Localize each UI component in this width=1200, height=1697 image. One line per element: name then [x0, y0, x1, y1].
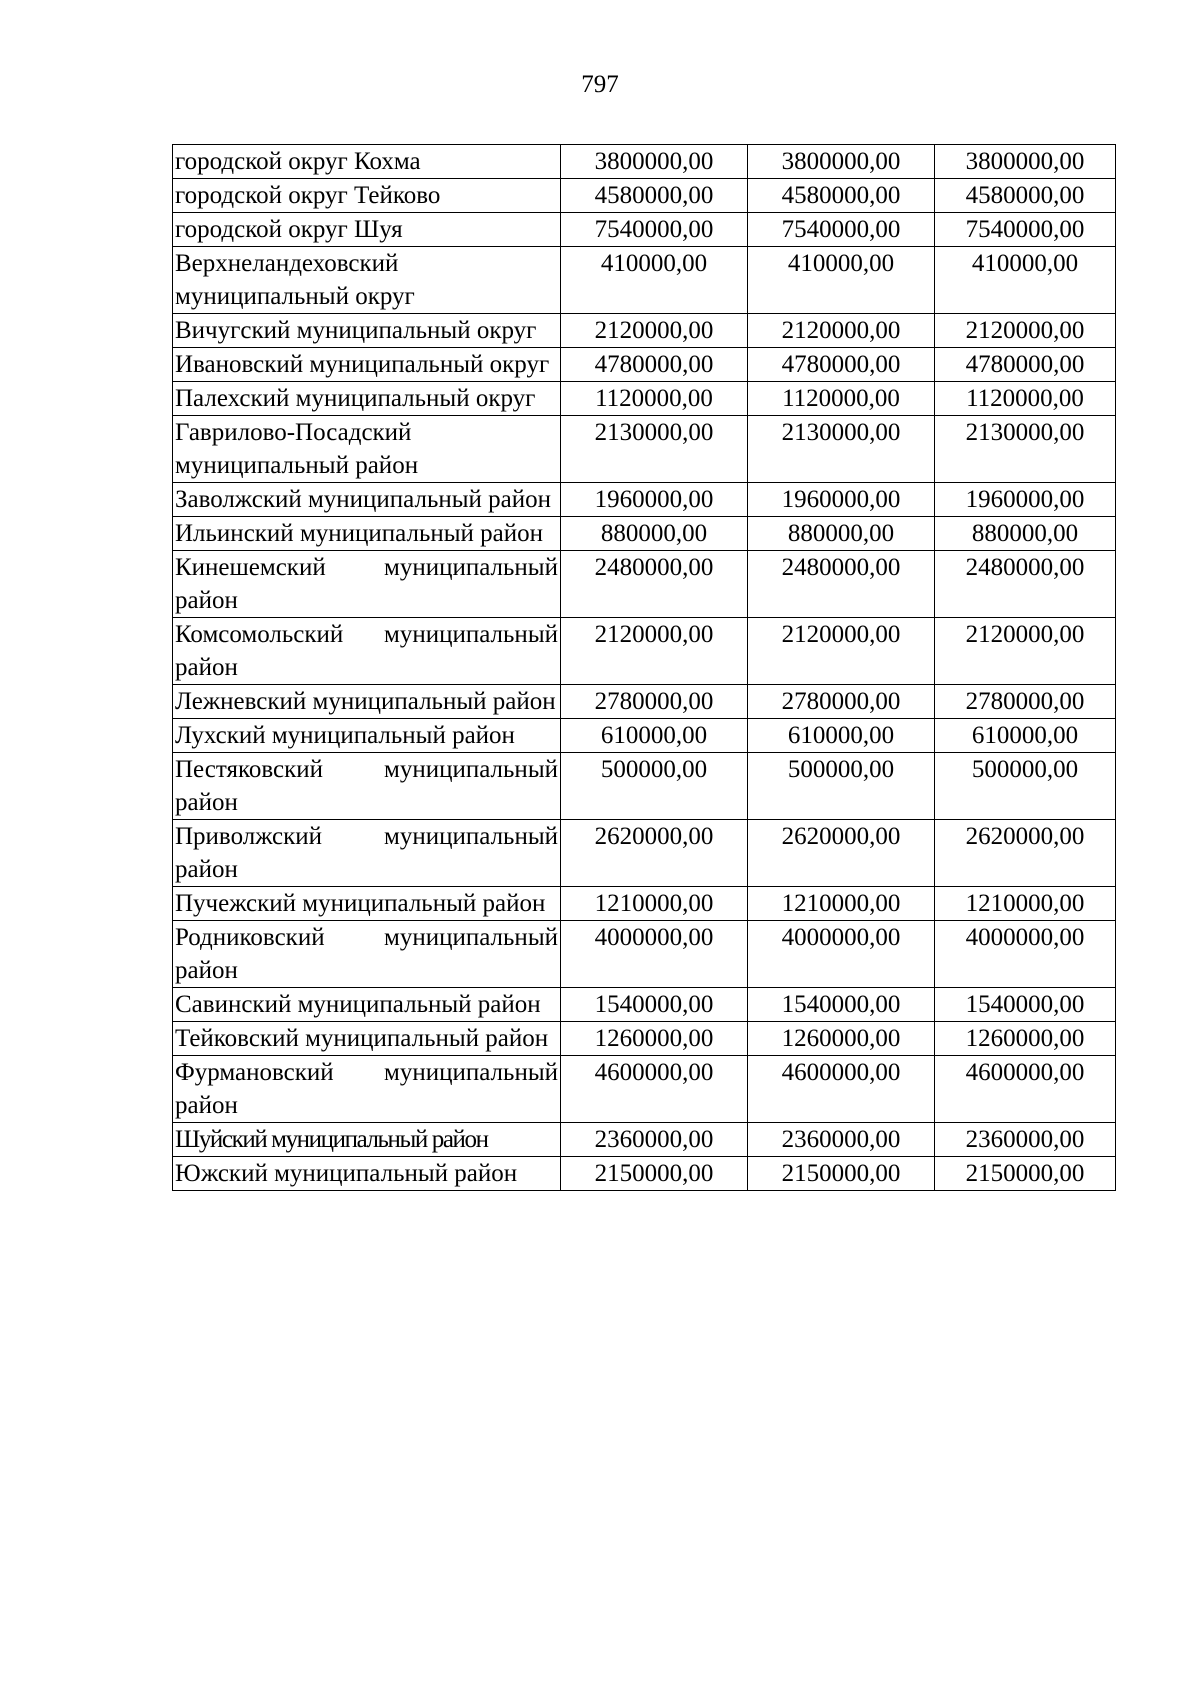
value-cell: 500000,00	[748, 753, 935, 820]
value-cell: 4780000,00	[935, 348, 1116, 382]
value-cell: 2150000,00	[935, 1157, 1116, 1191]
value-cell: 2480000,00	[935, 551, 1116, 618]
value-cell: 2360000,00	[935, 1123, 1116, 1157]
value-cell: 1210000,00	[935, 887, 1116, 921]
municipality-name: Тейковский муниципальный район	[173, 1022, 561, 1056]
table-row	[173, 179, 1116, 213]
value-cell: 2150000,00	[561, 1157, 748, 1191]
value-cell: 2150000,00	[748, 1157, 935, 1191]
value-cell: 7540000,00	[748, 213, 935, 247]
value-cell: 7540000,00	[561, 213, 748, 247]
value-cell: 4780000,00	[561, 348, 748, 382]
value-cell: 4580000,00	[935, 179, 1116, 213]
value-cell: 4580000,00	[561, 179, 748, 213]
value-cell: 1540000,00	[561, 988, 748, 1022]
table-row	[173, 1123, 1116, 1157]
value-cell: 1120000,00	[935, 382, 1116, 416]
value-cell: 1210000,00	[561, 887, 748, 921]
value-cell: 610000,00	[748, 719, 935, 753]
municipality-name: Верхнеландеховский муниципальный округ	[173, 247, 561, 314]
table-row	[173, 517, 1116, 551]
municipality-name: Южский муниципальный район	[173, 1157, 561, 1191]
value-cell: 2130000,00	[561, 416, 748, 483]
value-cell: 1540000,00	[935, 988, 1116, 1022]
value-cell: 2120000,00	[935, 618, 1116, 685]
value-cell: 2780000,00	[561, 685, 748, 719]
table-row	[173, 348, 1116, 382]
value-cell: 2480000,00	[748, 551, 935, 618]
value-cell: 1260000,00	[935, 1022, 1116, 1056]
value-cell: 1120000,00	[748, 382, 935, 416]
value-cell: 1960000,00	[561, 483, 748, 517]
value-cell: 410000,00	[561, 247, 748, 314]
municipality-name: Лежневский муниципальный район	[173, 685, 561, 719]
value-cell: 2360000,00	[748, 1123, 935, 1157]
value-cell: 610000,00	[561, 719, 748, 753]
budget-table	[172, 144, 1116, 1191]
municipality-name: городской округ Шуя	[173, 213, 561, 247]
value-cell: 880000,00	[748, 517, 935, 551]
value-cell: 410000,00	[748, 247, 935, 314]
table-row	[173, 247, 1116, 314]
value-cell: 2480000,00	[561, 551, 748, 618]
value-cell: 500000,00	[935, 753, 1116, 820]
table-row	[173, 314, 1116, 348]
value-cell: 1260000,00	[748, 1022, 935, 1056]
table-row	[173, 887, 1116, 921]
table-row	[173, 1056, 1116, 1123]
value-cell: 2360000,00	[561, 1123, 748, 1157]
municipality-name: Пестяковский муниципальный район	[173, 753, 561, 820]
value-cell: 2120000,00	[561, 314, 748, 348]
value-cell: 410000,00	[935, 247, 1116, 314]
table-row	[173, 145, 1116, 179]
value-cell: 2780000,00	[748, 685, 935, 719]
value-cell: 1260000,00	[561, 1022, 748, 1056]
value-cell: 2120000,00	[748, 314, 935, 348]
municipality-name: Фурмановский муниципальный район	[173, 1056, 561, 1123]
value-cell: 1120000,00	[561, 382, 748, 416]
value-cell: 2130000,00	[935, 416, 1116, 483]
value-cell: 4600000,00	[935, 1056, 1116, 1123]
value-cell: 2120000,00	[561, 618, 748, 685]
municipality-name: Комсомольский муниципальный район	[173, 618, 561, 685]
municipality-name: Гаврилово-Посадский муниципальный район	[173, 416, 561, 483]
value-cell: 4000000,00	[561, 921, 748, 988]
municipality-name: Вичугский муниципальный округ	[173, 314, 561, 348]
table-row	[173, 685, 1116, 719]
table-row	[173, 382, 1116, 416]
value-cell: 3800000,00	[561, 145, 748, 179]
value-cell: 2130000,00	[748, 416, 935, 483]
value-cell: 2620000,00	[561, 820, 748, 887]
municipality-name: городской округ Тейково	[173, 179, 561, 213]
municipality-name: Ильинский муниципальный район	[173, 517, 561, 551]
table-row	[173, 753, 1116, 820]
table-row	[173, 1022, 1116, 1056]
table-row	[173, 618, 1116, 685]
table-row	[173, 921, 1116, 988]
municipality-name: Родниковский муниципальный район	[173, 921, 561, 988]
municipality-name: Лухский муниципальный район	[173, 719, 561, 753]
value-cell: 4600000,00	[748, 1056, 935, 1123]
value-cell: 4000000,00	[935, 921, 1116, 988]
table-row	[173, 416, 1116, 483]
value-cell: 4580000,00	[748, 179, 935, 213]
table-row	[173, 1157, 1116, 1191]
value-cell: 4000000,00	[748, 921, 935, 988]
table-row	[173, 719, 1116, 753]
municipality-name: Кинешемский муниципальный район	[173, 551, 561, 618]
value-cell: 1210000,00	[748, 887, 935, 921]
value-cell: 1960000,00	[748, 483, 935, 517]
value-cell: 2780000,00	[935, 685, 1116, 719]
value-cell: 1540000,00	[748, 988, 935, 1022]
value-cell: 610000,00	[935, 719, 1116, 753]
municipality-name: Савинский муниципальный район	[173, 988, 561, 1022]
municipality-name: Приволжский муниципальный район	[173, 820, 561, 887]
municipality-name: Заволжский муниципальный район	[173, 483, 561, 517]
value-cell: 2120000,00	[748, 618, 935, 685]
value-cell: 2620000,00	[748, 820, 935, 887]
municipality-name: Палехский муниципальный округ	[173, 382, 561, 416]
municipality-name: городской округ Кохма	[173, 145, 561, 179]
table-row	[173, 820, 1116, 887]
page-number: 797	[581, 71, 619, 98]
value-cell: 3800000,00	[748, 145, 935, 179]
value-cell: 7540000,00	[935, 213, 1116, 247]
municipality-name: Шуйский муниципальный район	[173, 1123, 561, 1157]
value-cell: 500000,00	[561, 753, 748, 820]
municipality-name: Пучежский муниципальный район	[173, 887, 561, 921]
municipality-name: Ивановский муниципальный округ	[173, 348, 561, 382]
table-row	[173, 988, 1116, 1022]
value-cell: 2120000,00	[935, 314, 1116, 348]
value-cell: 2620000,00	[935, 820, 1116, 887]
table-row	[173, 483, 1116, 517]
value-cell: 4600000,00	[561, 1056, 748, 1123]
value-cell: 3800000,00	[935, 145, 1116, 179]
table-row	[173, 551, 1116, 618]
value-cell: 1960000,00	[935, 483, 1116, 517]
value-cell: 880000,00	[935, 517, 1116, 551]
value-cell: 4780000,00	[748, 348, 935, 382]
table-row	[173, 213, 1116, 247]
value-cell: 880000,00	[561, 517, 748, 551]
